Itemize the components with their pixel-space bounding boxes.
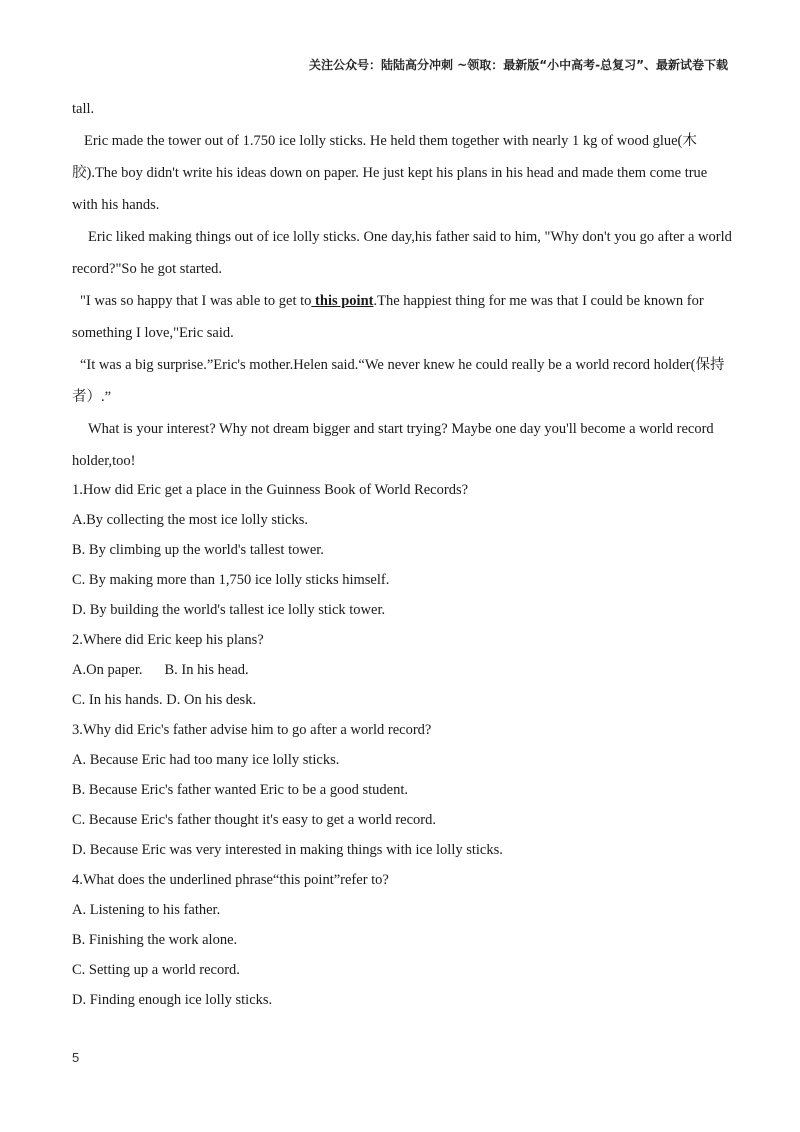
question-4-option-d: D. Finding enough ice lolly sticks. bbox=[72, 992, 273, 1008]
question-3-option-c: C. Because Eric's father thought it's easy to get a world record. bbox=[72, 812, 436, 828]
question-2-options-ab bbox=[72, 655, 732, 685]
question-1-option-a: A.By collecting the most ice lolly sticks. bbox=[72, 512, 308, 528]
question-2-option-a: A.On paper. bbox=[72, 662, 143, 678]
passage-paragraph-3-before: "I was so happy that I was able to get to bbox=[80, 293, 312, 309]
question-2-option-b: B. In his head. bbox=[164, 662, 249, 678]
passage-paragraph-1: Eric made the tower out of 1.750 ice lolly sticks. He held them together with nearly 1 kg of wood glue(木胶).The boy didn't write his ideas down on paper. He just kept his plans in his head and made them come true with his hands. bbox=[72, 133, 708, 213]
question-1-option-d: D. By building the world's tallest ice lolly stick tower. bbox=[72, 602, 386, 618]
underlined-phrase: this point bbox=[311, 293, 374, 309]
question-4-option-a: A. Listening to his father. bbox=[72, 902, 221, 918]
passage-paragraph-3 bbox=[72, 285, 732, 349]
question-3-option-b: B. Because Eric's father wanted Eric to be a good student. bbox=[72, 782, 408, 798]
question-4-stem: 4.What does the underlined phrase“this point”refer to? bbox=[72, 872, 389, 888]
passage-paragraph-3-after: .The happiest thing for me was that I could be known for something I love,"Eric said. bbox=[72, 293, 704, 341]
page-number: 5 bbox=[72, 1050, 80, 1065]
question-1-stem: 1.How did Eric get a place in the Guinness Book of World Records? bbox=[72, 482, 469, 498]
page-header-banner: 关注公众号：陆陆高分冲刺 ~领取：最新版“小中高考-总复习”、最新试卷下载 bbox=[309, 58, 728, 72]
question-4-option-b: B. Finishing the work alone. bbox=[72, 932, 238, 948]
question-3-option-a: A. Because Eric had too many ice lolly sticks. bbox=[72, 752, 340, 768]
question-2-options-cd: C. In his hands. D. On his desk. bbox=[72, 692, 257, 708]
passage-paragraph-2: Eric liked making things out of ice lolly sticks. One day,his father said to him, "Why don't you go after a world record?"So he got started. bbox=[72, 229, 732, 277]
question-2-stem: 2.Where did Eric keep his plans? bbox=[72, 632, 264, 648]
question-1-option-b: B. By climbing up the world's tallest tower. bbox=[72, 542, 324, 558]
question-4-option-c: C. Setting up a world record. bbox=[72, 962, 240, 978]
question-1-option-c: C. By making more than 1,750 ice lolly sticks himself. bbox=[72, 572, 390, 588]
question-3-option-d: D. Because Eric was very interested in making things with ice lolly sticks. bbox=[72, 842, 503, 858]
passage-paragraph-0: tall. bbox=[72, 101, 95, 117]
passage-paragraph-5: What is your interest? Why not dream bigger and start trying? Maybe one day you'll become a world record holder,too! bbox=[72, 421, 714, 469]
question-3-stem: 3.Why did Eric's father advise him to go after a world record? bbox=[72, 722, 432, 738]
passage-paragraph-4: “It was a big surprise.”Eric's mother.Helen said.“We never knew he could really be a world record holder(保持者）.” bbox=[72, 357, 725, 405]
document-body bbox=[72, 93, 732, 1015]
